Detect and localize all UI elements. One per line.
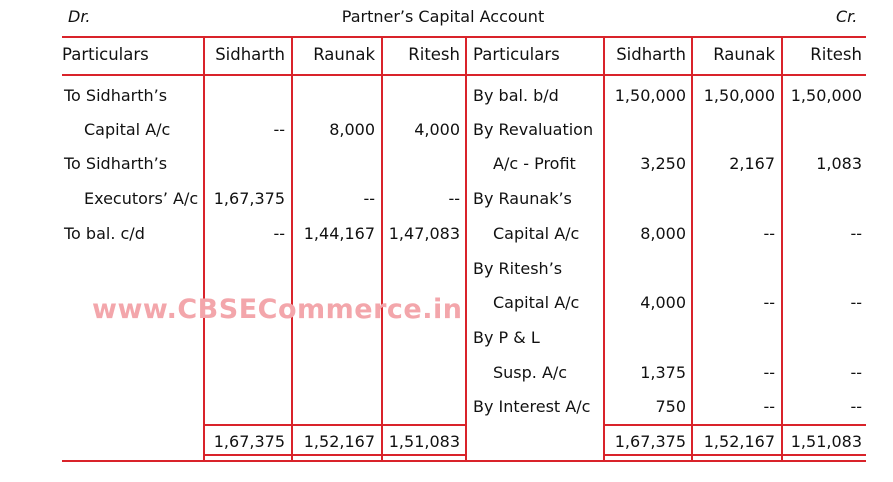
totals-bottom-rule-right: [603, 454, 866, 456]
cr-label: Cr.: [836, 7, 858, 26]
credit-raunak: --: [763, 293, 775, 312]
credit-raunak: --: [763, 397, 775, 416]
total-raunak-right: 1,52,167: [703, 432, 775, 451]
debit-ritesh: 1,47,083: [388, 224, 460, 243]
totals-top-rule-right: [603, 424, 866, 426]
totals-bottom-rule-left: [203, 454, 465, 456]
header-top-rule: [62, 36, 866, 38]
credit-particular: By Interest A/c: [473, 397, 591, 416]
debit-particular: To bal. c/d: [64, 224, 145, 243]
credit-raunak: --: [763, 363, 775, 382]
credit-ritesh: --: [850, 224, 862, 243]
debit-particular: To Sidharth’s: [64, 86, 168, 105]
debit-ritesh: --: [448, 189, 460, 208]
credit-ritesh: --: [850, 397, 862, 416]
debit-raunak: --: [363, 189, 375, 208]
header-ritesh-left: Ritesh: [408, 45, 460, 64]
footer-rule: [62, 460, 866, 462]
credit-particular: By P & L: [473, 328, 540, 347]
totals-top-rule-left: [203, 424, 465, 426]
credit-particular: By Ritesh’s: [473, 259, 563, 278]
debit-sidharth: --: [273, 224, 285, 243]
debit-particular: Executors’ A/c: [84, 189, 199, 208]
credit-particular: Susp. A/c: [493, 363, 568, 382]
debit-particular: To Sidharth’s: [64, 154, 168, 173]
total-sidharth-left: 1,67,375: [213, 432, 285, 451]
watermark: www.CBSECommerce.in: [92, 294, 463, 325]
credit-particular: By bal. b/d: [473, 86, 559, 105]
credit-raunak: --: [763, 224, 775, 243]
dr-label: Dr.: [68, 7, 91, 26]
header-ritesh-right: Ritesh: [810, 45, 862, 64]
credit-particular: A/c - Profit: [493, 154, 576, 173]
credit-sidharth: 8,000: [640, 224, 686, 243]
header-particulars-left: Particulars: [62, 45, 149, 64]
debit-particular: Capital A/c: [84, 120, 171, 139]
header-particulars-right: Particulars: [473, 45, 560, 64]
header-bottom-rule: [62, 74, 866, 76]
credit-raunak: 2,167: [729, 154, 775, 173]
credit-sidharth: 1,50,000: [614, 86, 686, 105]
total-ritesh-right: 1,51,083: [790, 432, 862, 451]
debit-ritesh: 4,000: [414, 120, 460, 139]
col-divider-left-1: [203, 36, 205, 462]
credit-particular: By Raunak’s: [473, 189, 572, 208]
debit-raunak: 8,000: [329, 120, 375, 139]
credit-sidharth: 1,375: [640, 363, 686, 382]
debit-sidharth: --: [273, 120, 285, 139]
header-sidharth-right: Sidharth: [616, 45, 686, 64]
credit-sidharth: 750: [655, 397, 686, 416]
credit-sidharth: 3,250: [640, 154, 686, 173]
account-title: Partner’s Capital Account: [341, 7, 545, 26]
header-raunak-right: Raunak: [713, 45, 775, 64]
col-divider-center: [465, 36, 467, 462]
credit-particular: Capital A/c: [493, 224, 580, 243]
credit-ritesh: --: [850, 293, 862, 312]
col-divider-left-2: [291, 36, 293, 462]
total-sidharth-right: 1,67,375: [614, 432, 686, 451]
total-ritesh-left: 1,51,083: [388, 432, 460, 451]
credit-ritesh: 1,083: [816, 154, 862, 173]
col-divider-left-3: [381, 36, 383, 462]
credit-ritesh: --: [850, 363, 862, 382]
credit-particular: By Revaluation: [473, 120, 594, 139]
credit-sidharth: 4,000: [640, 293, 686, 312]
credit-raunak: 1,50,000: [703, 86, 775, 105]
debit-raunak: 1,44,167: [303, 224, 375, 243]
header-sidharth-left: Sidharth: [215, 45, 285, 64]
debit-sidharth: 1,67,375: [213, 189, 285, 208]
total-raunak-left: 1,52,167: [303, 432, 375, 451]
credit-ritesh: 1,50,000: [790, 86, 862, 105]
credit-particular: Capital A/c: [493, 293, 580, 312]
header-raunak-left: Raunak: [313, 45, 375, 64]
